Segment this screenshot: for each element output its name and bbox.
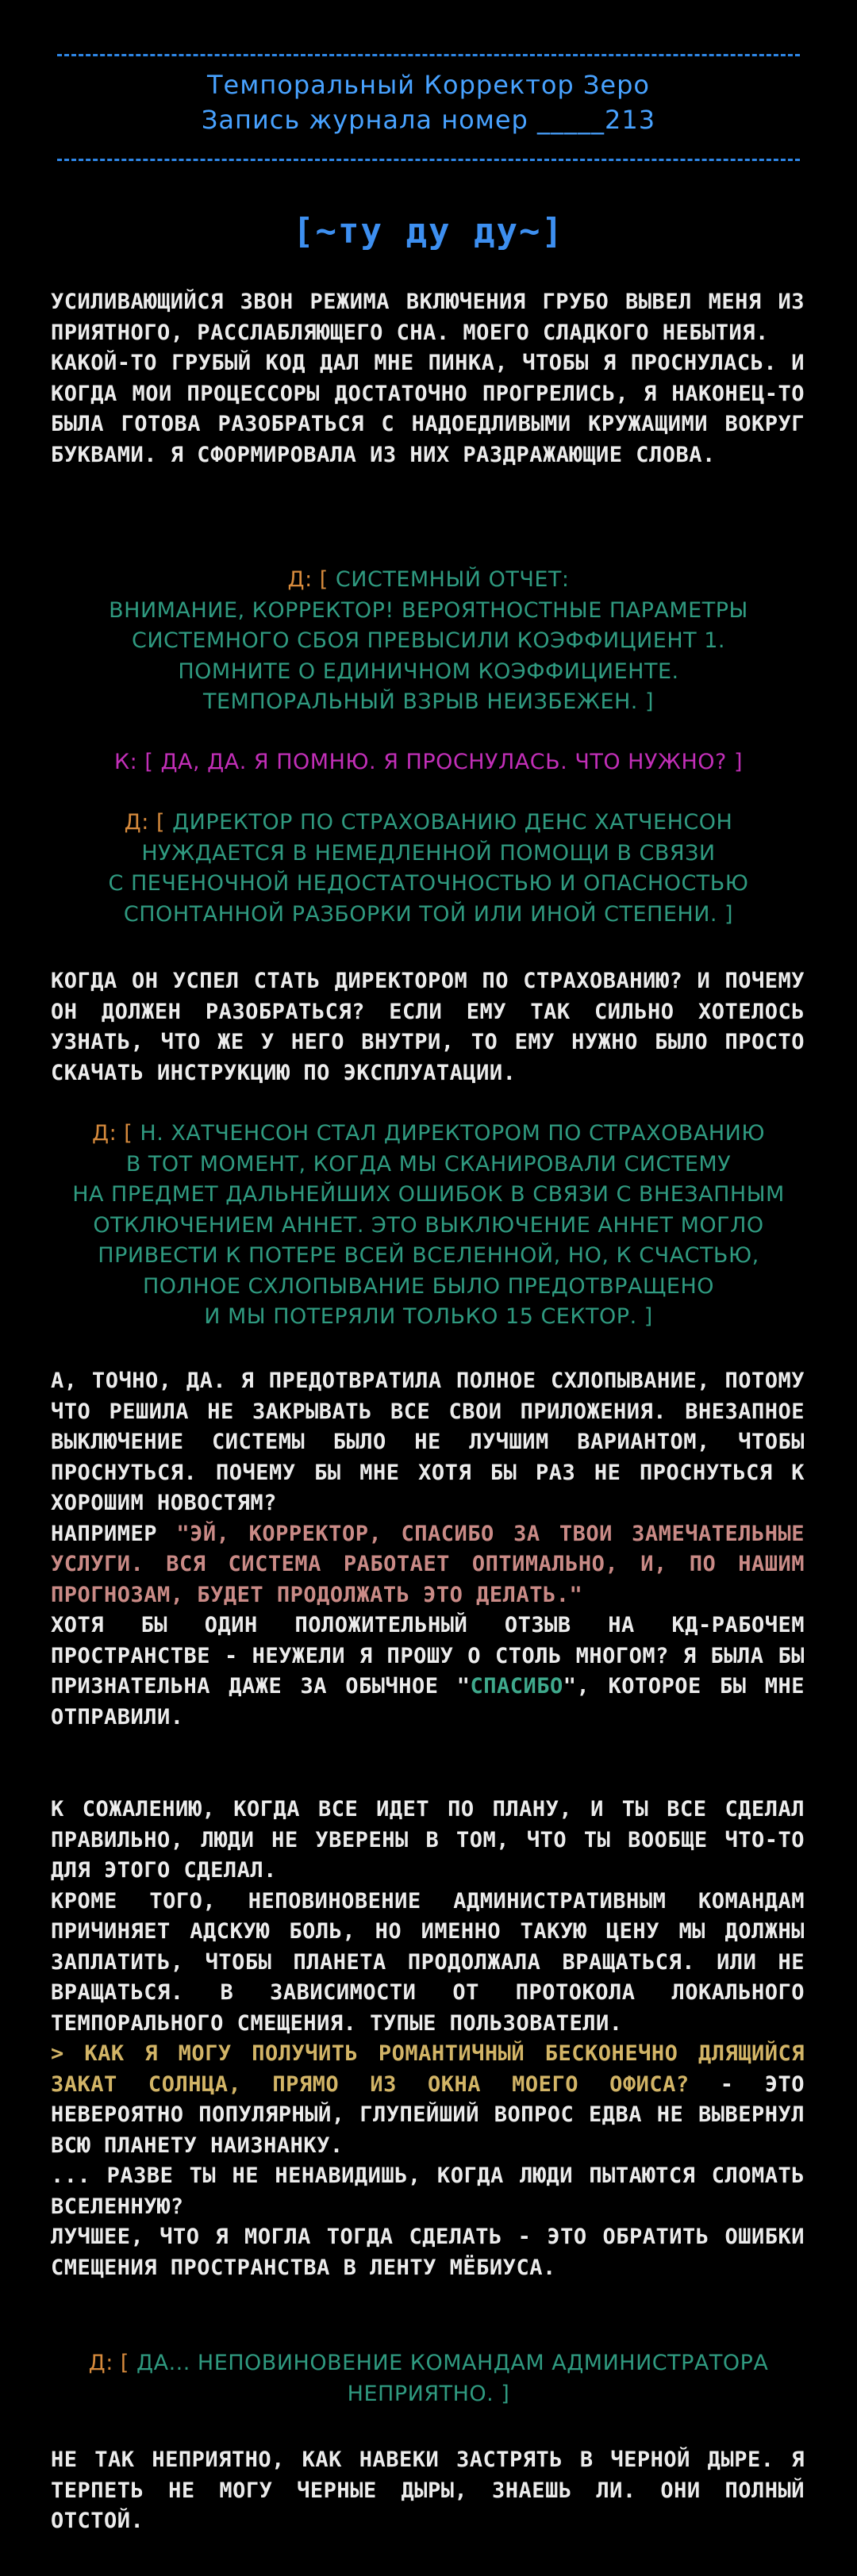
- system-report-message: [32, 565, 825, 718]
- message-line: Н. ХАТЧЕНСОН СТАЛ ДИРЕКТОРОМ ПО СТРАХОВАНИЮ: [140, 1121, 765, 1146]
- header-line-2: Запись журнала номер _____213: [201, 105, 656, 135]
- paragraph-director: [51, 966, 805, 1088]
- corrector-reply: [32, 747, 825, 778]
- director-request-message: [32, 808, 825, 930]
- message-line: НЕПРИЯТНО. ]: [347, 2381, 510, 2406]
- message-line: СИСТЕМНОГО СБОЯ ПРЕВЫСИЛИ КОЭФФИЦИЕНТ 1.: [131, 628, 725, 653]
- message-line: НУЖДАЕТСЯ В НЕМЕДЛЕННОЙ ПОМОЩИ В СВЯЗИ: [141, 840, 716, 866]
- top-divider: [57, 54, 800, 56]
- paragraph-text: ", КОТОРОЕ БЫ МНЕ ОТПРАВИЛИ.: [51, 1674, 805, 1729]
- paragraph-text: КРОМЕ ТОГО, НЕПОВИНОВЕНИЕ АДМИНИСТРАТИВНЫМ КОМАНДАМ ПРИЧИНЯЕТ АДСКУЮ БОЛЬ, НО ИМЕННО ТАКУЮ ЦЕНУ МЫ ДОЛЖНЫ ЗАПЛАТИТЬ, ЧТОБЫ ПЛАНЕТА ПРОДОЛЖАЛА ВРАЩАТЬСЯ. ИЛИ НЕ ВРАЩАТЬСЯ. В ЗАВИСИМОСТИ ОТ ПРОТОКОЛА ЛОКАЛЬНОГО ТЕМПОРАЛЬНОГО СМЕЩЕНИЯ. ТУПЫЕ ПОЛЬЗОВАТЕЛИ.: [51, 1888, 805, 2036]
- page-title: [~ту ду ду~]: [293, 211, 564, 251]
- paragraph-text: НАПРИМЕР: [51, 1521, 177, 1546]
- message-line: ТЕМПОРАЛЬНЫЙ ВЗРЫВ НЕИЗБЕЖЕН. ]: [202, 689, 655, 714]
- message-line: В ТОТ МОМЕНТ, КОГДА МЫ СКАНИРОВАЛИ СИСТЕМУ: [125, 1151, 732, 1177]
- paragraph-black-hole: [51, 2445, 805, 2537]
- speaker-label: Д: [: [92, 1121, 133, 1146]
- message-line: ДА... НЕПОВИНОВЕНИЕ КОМАНДАМ АДМИНИСТРАТОРА: [136, 2351, 769, 2375]
- speaker-label: Д: [: [88, 2351, 129, 2375]
- message-line: СИСТЕМНЫЙ ОТЧЕТ:: [335, 567, 570, 592]
- message-line: СПОНТАННОЙ РАЗБОРКИ ТОЙ ИЛИ ИНОЙ СТЕПЕНИ. ]: [123, 901, 734, 927]
- paragraph-text: К СОЖАЛЕНИЮ, КОГДА ВСЕ ИДЕТ ПО ПЛАНУ, И ТЫ ВСЕ СДЕЛАЛ ПРАВИЛЬНО, ЛЮДИ НЕ УВЕРЕНЫ В ТОМ, ЧТО ТЫ ВООБЩЕ ЧТО-ТО ДЛЯ ЭТОГО СДЕЛАЛ.: [51, 1797, 805, 1883]
- paragraph-text: НЕ ТАК НЕПРИЯТНО, КАК НАВЕКИ ЗАСТРЯТЬ В ЧЕРНОЙ ДЫРЕ. Я ТЕРПЕТЬ НЕ МОГУ ЧЕРНЫЕ ДЫРЫ, ЗНАЕШЬ ЛИ. ОНИ ПОЛНЫЙ ОТСТОЙ.: [51, 2447, 805, 2533]
- speaker-label: Д: [: [124, 810, 165, 835]
- hutchenson-report-message: [32, 1119, 825, 1333]
- message-line: С ПЕЧЕНОЧНОЙ НЕДОСТАТОЧНОСТЬЮ И ОПАСНОСТЬЮ: [108, 871, 749, 896]
- header-line-1: Темпоральный Корректор Зеро: [207, 70, 650, 100]
- speaker-label: Д: [: [287, 567, 329, 592]
- paragraph-text: ХОТЯ БЫ ОДИН ПОЛОЖИТЕЛЬНЫЙ ОТЗЫВ НА КД-РАБОЧЕМ ПРОСТРАНСТВЕ - НЕУЖЕЛИ Я ПРОШУ О СТОЛЬ МНОГОМ? Я БЫЛА БЫ ПРИЗНАТЕЛЬНА ДАЖЕ ЗА ОБЫЧНОЕ ": [51, 1613, 805, 1699]
- message-line: ПОМНИТЕ О ЕДИНИЧНОМ КОЭФФИЦИЕНТЕ.: [178, 658, 679, 684]
- paragraph-text: А, ТОЧНО, ДА. Я ПРЕДОТВРАТИЛА ПОЛНОЕ СХЛОПЫВАНИЕ, ПОТОМУ ЧТО РЕШИЛА НЕ ЗАКРЫВАТЬ ВСЕ СВОИ ПРИЛОЖЕНИЯ. ВНЕЗАПНОЕ ВЫКЛЮЧЕНИЕ СИСТЕМЫ БЫЛО НЕ ЛУЧШИМ ВАРИАНТОМ, ЧТОБЫ ПРОСНУТЬСЯ. ПОЧЕМУ БЫ МНЕ ХОТЯ БЫ РАЗ НЕ ПРОСНУТЬСЯ К ХОРОШИМ НОВОСТЯМ?: [51, 1369, 805, 1515]
- intro-line-1: УСИЛИВАЮЩИЙСЯ ЗВОН РЕЖИМА ВКЛЮЧЕНИЯ ГРУБО ВЫВЕЛ МЕНЯ ИЗ ПРИЯТНОГО, РАССЛАБЛЯЮЩЕГО СНА. МОЕГО СЛАДКОГО НЕБЫТИЯ.: [51, 290, 805, 345]
- bottom-divider: [57, 159, 800, 161]
- admin-disobedience-message: [32, 2348, 825, 2409]
- intro-line-2: КАКОЙ-ТО ГРУБЫЙ КОД ДАЛ МНЕ ПИНКА, ЧТОБЫ Я ПРОСНУЛАСЬ. И КОГДА МОИ ПРОЦЕССОРЫ ДОСТАТОЧНО ПРОГРЕЛИСЬ, Я НАКОНЕЦ-ТО БЫЛА ГОТОВА РАЗОБРАТЬСЯ С НАДОЕДЛИВЫМИ КРУЖАЩИМИ ВОКРУГ БУКВАМИ. Я СФОРМИРОВАЛА ИЗ НИХ РАЗДРАЖАЮЩИЕ СЛОВА.: [51, 351, 805, 467]
- quoted-thanks: "ЭЙ, КОРРЕКТОР, СПАСИБО ЗА ТВОИ ЗАМЕЧАТЕЛЬНЫЕ УСЛУГИ. ВСЯ СИСТЕМА РАБОТАЕТ ОПТИМАЛЬНО, И, ПО НАШИМ ПРОГНОЗАМ, БУДЕТ ПРОДОЛЖАТЬ ЭТО ДЕЛАТЬ.": [51, 1521, 805, 1607]
- message-line: ВНИМАНИЕ, КОРРЕКТОР! ВЕРОЯТНОСТНЫЕ ПАРАМЕТРЫ: [109, 597, 748, 623]
- message-line: ПОЛНОЕ СХЛОПЫВАНИЕ БЫЛО ПРЕДОТВРАЩЕНО: [142, 1273, 715, 1299]
- paragraph-users: [51, 1795, 805, 2283]
- paragraph-text: КОГДА ОН УСПЕЛ СТАТЬ ДИРЕКТОРОМ ПО СТРАХОВАНИЮ? И ПОЧЕМУ ОН ДОЛЖЕН РАЗОБРАТЬСЯ? ЕСЛИ ЕМУ ТАК СИЛЬНО ХОТЕЛОСЬ УЗНАТЬ, ЧТО ЖЕ У НЕГО ВНУТРИ, ТО ЕМУ НУЖНО БЫЛО ПРОСТО СКАЧАТЬ ИНСТРУКЦИЮ ПО ЭКСПЛУАТАЦИИ.: [51, 969, 805, 1085]
- message-line: ПРИВЕСТИ К ПОТЕРЕ ВСЕЙ ВСЕЛЕННОЙ, НО, К СЧАСТЬЮ,: [98, 1243, 759, 1268]
- thanks-word: СПАСИБО: [470, 1674, 563, 1699]
- message-line: НА ПРЕДМЕТ ДАЛЬНЕЙШИХ ОШИБОК В СВЯЗИ С ВНЕЗАПНЫМ: [72, 1182, 785, 1207]
- paragraph-collapse: [51, 1366, 805, 1733]
- message-line: ДИРЕКТОР ПО СТРАХОВАНИЮ ДЕНС ХАТЧЕНСОН: [172, 810, 733, 835]
- message-line: И МЫ ПОТЕРЯЛИ ТОЛЬКО 15 СЕКТОР. ]: [204, 1304, 653, 1329]
- paragraph-text: - ЭТО НЕВЕРОЯТНО ПОПУЛЯРНЫЙ, ГЛУПЕЙШИЙ ВОПРОС ЕДВА НЕ ВЫВЕРНУЛ ВСЮ ПЛАНЕТУ НАИЗНАНКУ.: [51, 2071, 805, 2158]
- message-line: К: [ ДА, ДА. Я ПОМНЮ. Я ПРОСНУЛАСЬ. ЧТО НУЖНО? ]: [113, 750, 743, 774]
- message-line: ОТКЛЮЧЕНИЕМ АННЕТ. ЭТО ВЫКЛЮЧЕНИЕ АННЕТ МОГЛО: [93, 1212, 764, 1238]
- user-query: > КАК Я МОГУ ПОЛУЧИТЬ РОМАНТИЧНЫЙ БЕСКОНЕЧНО ДЛЯЩИЙСЯ ЗАКАТ СОЛНЦА, ПРЯМО ИЗ ОКНА МОЕГО ОФИСА?: [51, 2041, 805, 2097]
- paragraph-text: ... РАЗВЕ ТЫ НЕ НЕНАВИДИШЬ, КОГДА ЛЮДИ ПЫТАЮТСЯ СЛОМАТЬ ВСЕЛЕННУЮ?: [51, 2163, 805, 2219]
- paragraph-text: ЛУЧШЕЕ, ЧТО Я МОГЛА ТОГДА СДЕЛАТЬ - ЭТО ОБРАТИТЬ ОШИБКИ СМЕЩЕНИЯ ПРОСТРАНСТВА В ЛЕНТУ МЁБИУСА.: [51, 2225, 805, 2280]
- intro-paragraph: [51, 287, 805, 470]
